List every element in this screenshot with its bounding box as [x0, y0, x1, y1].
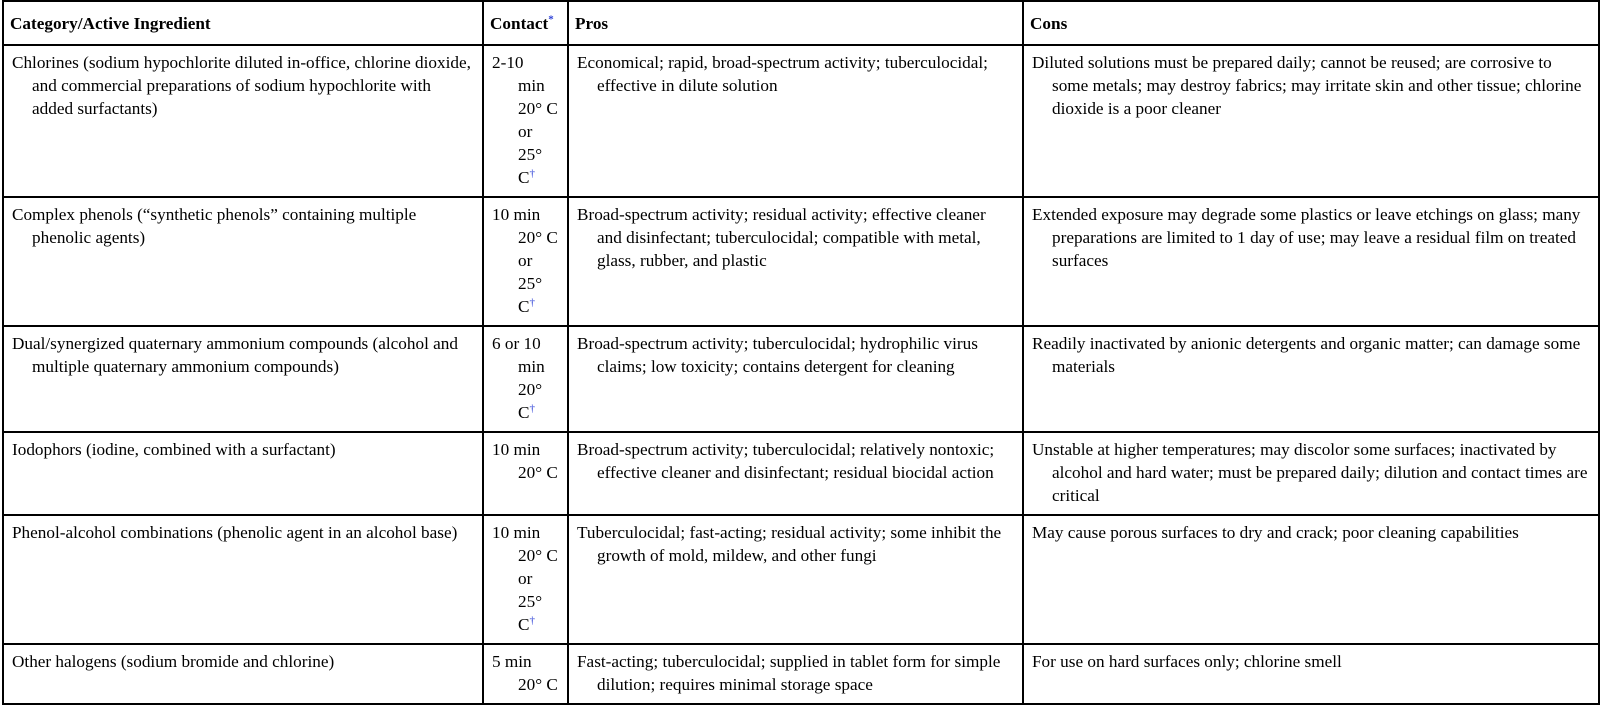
- contact-time-line: [492, 613, 565, 636]
- contact-time-line-text: 25°: [518, 145, 543, 164]
- cell-contact-time: [483, 197, 568, 326]
- contact-time-line: [492, 544, 565, 567]
- contact-time-line: [492, 74, 565, 97]
- contact-time-line: [492, 295, 565, 318]
- cell-category: Phenol-alcohol combinations (phenolic agent in an alcohol base): [3, 515, 483, 644]
- contact-time-value: 10 min: [492, 440, 541, 459]
- temperature-footnote-ref[interactable]: †: [529, 614, 535, 627]
- table-body: [3, 45, 1599, 704]
- table-row: [3, 326, 1599, 432]
- cell-contact-time: [483, 515, 568, 644]
- cell-category: Other halogens (sodium bromide and chlorine): [3, 644, 483, 704]
- contact-footnote-ref[interactable]: *: [548, 13, 554, 26]
- contact-time-line-text: 20° C: [518, 99, 558, 118]
- cell-cons: Readily inactivated by anionic detergents and organic matter; can damage some materials: [1023, 326, 1599, 432]
- cell-category: Chlorines (sodium hypochlorite diluted in-office, chlorine dioxide, and commercial preparations of sodium hypochlorite with added surfactants): [3, 45, 483, 197]
- table-row: [3, 197, 1599, 326]
- cell-cons: Diluted solutions must be prepared daily; cannot be reused; are corrosive to some metals; may destroy fabrics; may irritate skin and other tissue; chlorine dioxide is a poor cleaner: [1023, 45, 1599, 197]
- header-category: Category/Active Ingredient: [3, 1, 483, 45]
- contact-time-line: [492, 249, 565, 272]
- contact-time-line-text: C: [518, 403, 530, 422]
- cell-cons: Extended exposure may degrade some plastics or leave etchings on glass; many preparations are limited to 1 day of use; may leave a residual film on treated surfaces: [1023, 197, 1599, 326]
- cell-pros: Broad-spectrum activity; residual activity; effective cleaner and disinfectant; tuberculocidal; compatible with metal, glass, rubber, and plastic: [568, 197, 1023, 326]
- contact-time-line: [492, 567, 565, 590]
- contact-time-value: 10 min: [492, 205, 541, 224]
- contact-time-line: [492, 166, 565, 189]
- contact-time-line: [492, 120, 565, 143]
- contact-time-line: [492, 461, 565, 484]
- cell-contact-time: [483, 326, 568, 432]
- cell-category: Dual/synergized quaternary ammonium compounds (alcohol and multiple quaternary ammonium compounds): [3, 326, 483, 432]
- contact-time-line: [492, 378, 565, 401]
- contact-time-line-text: 20° C: [518, 228, 558, 247]
- temperature-footnote-ref[interactable]: †: [529, 296, 535, 309]
- table-row: [3, 644, 1599, 704]
- contact-time-line: [492, 673, 565, 696]
- cell-pros: Fast-acting; tuberculocidal; supplied in tablet form for simple dilution; requires minimal storage space: [568, 644, 1023, 704]
- contact-time-line-text: 20° C: [518, 675, 558, 694]
- cell-cons: May cause porous surfaces to dry and crack; poor cleaning capabilities: [1023, 515, 1599, 644]
- contact-time-line-text: min: [518, 357, 545, 376]
- contact-time-line-text: 20° C: [518, 546, 558, 565]
- contact-time-line-text: 20° C: [518, 463, 558, 482]
- cell-category: Complex phenols (“synthetic phenols” containing multiple phenolic agents): [3, 197, 483, 326]
- cell-contact-time: [483, 644, 568, 704]
- temperature-footnote-ref[interactable]: †: [529, 402, 535, 415]
- contact-time-line-text: 25°: [518, 592, 543, 611]
- contact-time-line: [492, 355, 565, 378]
- contact-time-value: 10 min: [492, 523, 541, 542]
- cell-pros: Broad-spectrum activity; tuberculocidal; relatively nontoxic; effective cleaner and disinfectant; residual biocidal action: [568, 432, 1023, 515]
- table-row: [3, 432, 1599, 515]
- contact-time-line: [492, 401, 565, 424]
- cell-pros: Economical; rapid, broad-spectrum activity; tuberculocidal; effective in dilute solution: [568, 45, 1023, 197]
- cell-contact-time: [483, 45, 568, 197]
- contact-time-line-text: or: [518, 251, 533, 270]
- contact-time-value: 6 or 10: [492, 334, 541, 353]
- contact-time-line: [492, 590, 565, 613]
- header-pros: Pros: [568, 1, 1023, 45]
- cell-cons: Unstable at higher temperatures; may discolor some surfaces; inactivated by alcohol and hard water; must be prepared daily; dilution and contact times are critical: [1023, 432, 1599, 515]
- header-row: [3, 1, 1599, 45]
- cell-pros: Broad-spectrum activity; tuberculocidal; hydrophilic virus claims; low toxicity; contains detergent for cleaning: [568, 326, 1023, 432]
- contact-time-value: 5 min: [492, 652, 532, 671]
- contact-time-line-text: C: [518, 297, 530, 316]
- contact-time-line-text: or: [518, 122, 533, 141]
- table-row: [3, 45, 1599, 197]
- table-header: [3, 1, 1599, 45]
- contact-time-line-text: C: [518, 168, 530, 187]
- contact-time-line-text: 25°: [518, 274, 543, 293]
- header-contact: [483, 1, 568, 45]
- cell-category: Iodophors (iodine, combined with a surfactant): [3, 432, 483, 515]
- table-row: [3, 515, 1599, 644]
- header-cons: Cons: [1023, 1, 1599, 45]
- contact-time-line: [492, 97, 565, 120]
- header-contact-label: Contact: [490, 14, 549, 33]
- contact-time-line-text: min: [518, 76, 545, 95]
- contact-time-line-text: 20°: [518, 380, 543, 399]
- disinfectant-comparison-table: [2, 0, 1600, 705]
- contact-time-value: 2-10: [492, 53, 524, 72]
- temperature-footnote-ref[interactable]: †: [529, 167, 535, 180]
- cell-cons: For use on hard surfaces only; chlorine smell: [1023, 644, 1599, 704]
- contact-time-line: [492, 226, 565, 249]
- contact-time-line: [492, 143, 565, 166]
- contact-time-line: [492, 272, 565, 295]
- cell-contact-time: [483, 432, 568, 515]
- contact-time-line-text: or: [518, 569, 533, 588]
- contact-time-line-text: C: [518, 615, 530, 634]
- cell-pros: Tuberculocidal; fast-acting; residual activity; some inhibit the growth of mold, mildew, and other fungi: [568, 515, 1023, 644]
